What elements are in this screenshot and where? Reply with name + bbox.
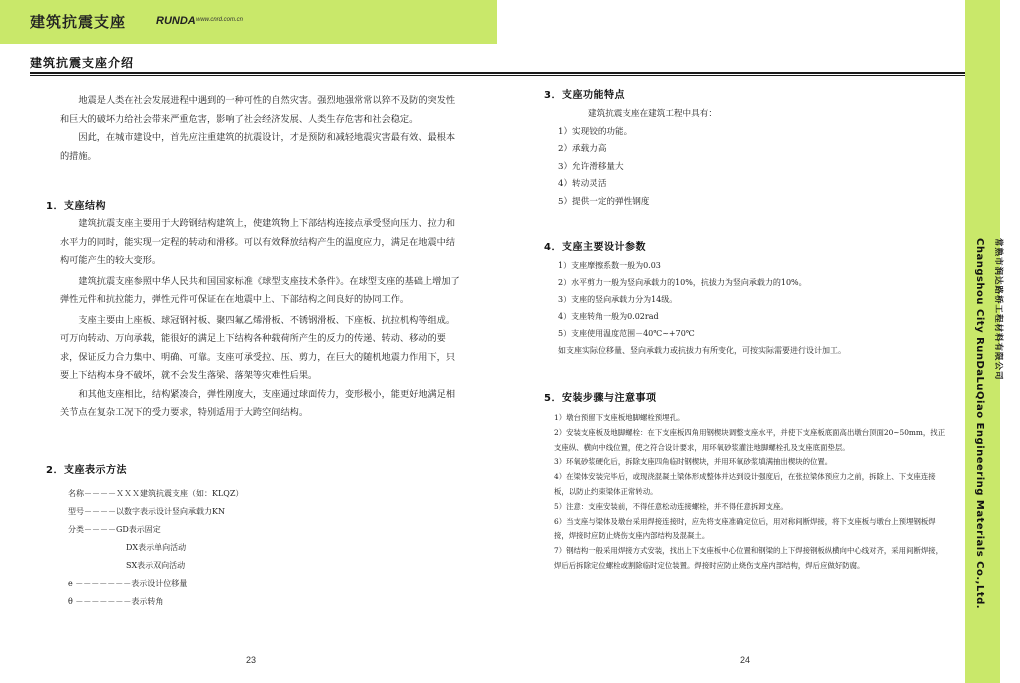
section-heading-3: 3．支座功能特点 [544, 90, 625, 101]
list-item: 5）提供一定的弹性钢度 [558, 196, 650, 207]
list-item: 3）支座的竖向承载力分为14级。 [558, 295, 678, 304]
notation-line: 型号－－－－以数字表示设计竖向承载力KN [68, 507, 225, 516]
list-item: 4）转动灵活 [558, 179, 607, 189]
list-item: 7）钢结构一般采用焊接方式安装，找出上下支座板中心位置和钢梁的上下焊接钢板纵横向中心线对齐，采用间断焊接，焊后后拆除定位螺栓或割除临时定位装置。焊接时应防止烧伤支座内部结构，焊后应做好防腐。 [554, 546, 944, 570]
list-item: 2）承载力高 [558, 144, 607, 154]
section-heading-2: 2．支座表示方法 [46, 465, 127, 476]
notation-line: e －－－－－－－表示设计位移量 [68, 579, 188, 588]
section-intro: 建筑抗震支座在建筑工程中具有： [588, 109, 717, 119]
list-item: 2）水平剪力一般为竖向承载力的10%，抗拔力为竖向承载力的10%。 [558, 278, 807, 287]
section-heading-4: 4．支座主要设计参数 [544, 242, 646, 253]
header-rule [30, 72, 970, 74]
list-item: 5）支座使用温度范围－40℃~+70℃ [558, 329, 695, 338]
list-item: 5）注意：支座安装前，不得任意松动连接螺栓，并不得任意拆卸支座。 [554, 501, 788, 511]
page-subtitle: 建筑抗震支座介绍 [30, 56, 135, 70]
intro-block [60, 92, 460, 166]
company-name-en-text: Changshou City RunDaLuQiao Engineering Materials Co.,Ltd. [974, 238, 985, 610]
section-3-list [558, 106, 938, 211]
section-paragraph: 建筑抗震支座参照中华人民共和国国家标准《球型支座技术条件》。在球型支座的基础上增加了弹性元件和抗拉能力，弹性元件可保证在在地震中上、下部结构之间良好的协同工作。 [60, 275, 460, 305]
list-item: 2）安装支座板及地脚螺栓：在下支座板四角用钢楔块调整支座水平，并使下支座板底面高出墩台顶面20~50mm，找正支座纵、横向中线位置，使之符合设计要求，用环氧砂浆灌注地脚螺栓孔及支座底面垫层。 [554, 427, 946, 452]
list-item: 3）允许滑移量大 [558, 161, 624, 172]
company-name-cn-text: 常熟市润达路桥工程材料有限公司 [993, 238, 1003, 381]
notation-list [68, 485, 448, 611]
intro-paragraph: 因此，在城市建设中，首先应注重建筑的抗震设计，才是预防和减轻地震灾害最有效、最根本的措施。 [60, 132, 456, 162]
header-url: www.cnrd.com.cn [196, 17, 244, 23]
list-item: 4）在梁体安装完毕后，或现浇混凝土梁体形成整体并达到设计强度后，在张拉梁体预应力之前，拆除上、下支座连接板，以防止约束梁体正常转动。 [554, 472, 936, 496]
intro-paragraph: 地震是人类在社会发展进程中遇到的一种可性的自然灾害。强烈地强常常以猝不及防的突发性和巨大的破坏力给社会带来严重危害，影响了社会经济发展、人类生存危害和社会稳定。 [60, 95, 456, 125]
list-item: 3）环氧砂浆硬化后，拆除支座四角临时钢楔块，并用环氧砂浆填满抽出楔块的位置。 [554, 457, 833, 467]
section-heading-5: 5．安装步骤与注意事项 [544, 393, 657, 404]
section-1-body [60, 215, 460, 423]
section-heading-1: 1．支座结构 [46, 201, 106, 212]
section-paragraph: 支座主要由上座板、球冠钢衬板、聚四氟乙烯滑板、不锈钢滑板、下座板、抗拉机构等组成。可万向转动、万向承载，能很好的满足上下结构各种载荷所产生的反力的传递、转动、移动的要求，保证反力合力集中、明确、可靠。支座可承受拉、压、剪力，在巨大的随机地震力作用下，只要上下结构本身不破坏，就不会发生落梁、落架等灾难性后果。 [60, 314, 456, 381]
notation-line: SX表示双向活动 [126, 561, 186, 570]
notation-line: DX表示单向活动 [126, 543, 187, 552]
list-item: 6）当支座与梁体及墩台采用焊接连接时，应先将支座准确定位后，用对称间断焊接，将下支座板与墩台上预埋钢板焊接，焊接时应防止烧伤支座内部结构及混凝土。 [554, 516, 936, 541]
list-item: 4）支座转角一般为0.02rad [558, 312, 659, 321]
section-paragraph: 和其他支座相比，结构紧凑合，弹性刚度大，支座通过球面传力，变形极小，能更好地满足相关节点在复杂工况下的受力要求，特别适用于大跨空间结构。 [60, 388, 456, 418]
runda-logo: RUNDA [156, 15, 196, 27]
section-note: 如支座实际位移量、竖向承载力或抗拔力有所变化，可按实际需要进行设计加工。 [558, 346, 846, 355]
list-item: 1）支座摩擦系数一般为0.03 [558, 261, 661, 270]
header-rule-thin [30, 75, 970, 76]
notation-line: θ －－－－－－－表示转角 [68, 597, 164, 606]
page-number-right: 24 [740, 655, 751, 665]
list-item: 1）墩台预留下支座板地脚螺栓预埋孔。 [554, 413, 685, 422]
notation-line: 名称－－－－ＸＸＸ建筑抗震支座（如：KLQZ） [68, 489, 244, 498]
company-name-en [968, 238, 988, 678]
notation-line: 分类－－－－GD表示固定 [68, 525, 161, 534]
list-item: 1）实现铰的功能。 [558, 126, 633, 137]
page-number-left: 23 [246, 655, 257, 665]
section-4-list [558, 257, 948, 359]
header-title: 建筑抗震支座 [30, 13, 127, 31]
section-paragraph: 建筑抗震支座主要用于大跨钢结构建筑上，使建筑物上下部结构连接点承受竖向压力、拉力和水平力的同时，能实现一定程的转动和滑移。可以有效释放结构产生的温度应力，满足在地震中结构可能产生的较大变形。 [60, 218, 456, 266]
section-5-list [554, 411, 948, 574]
